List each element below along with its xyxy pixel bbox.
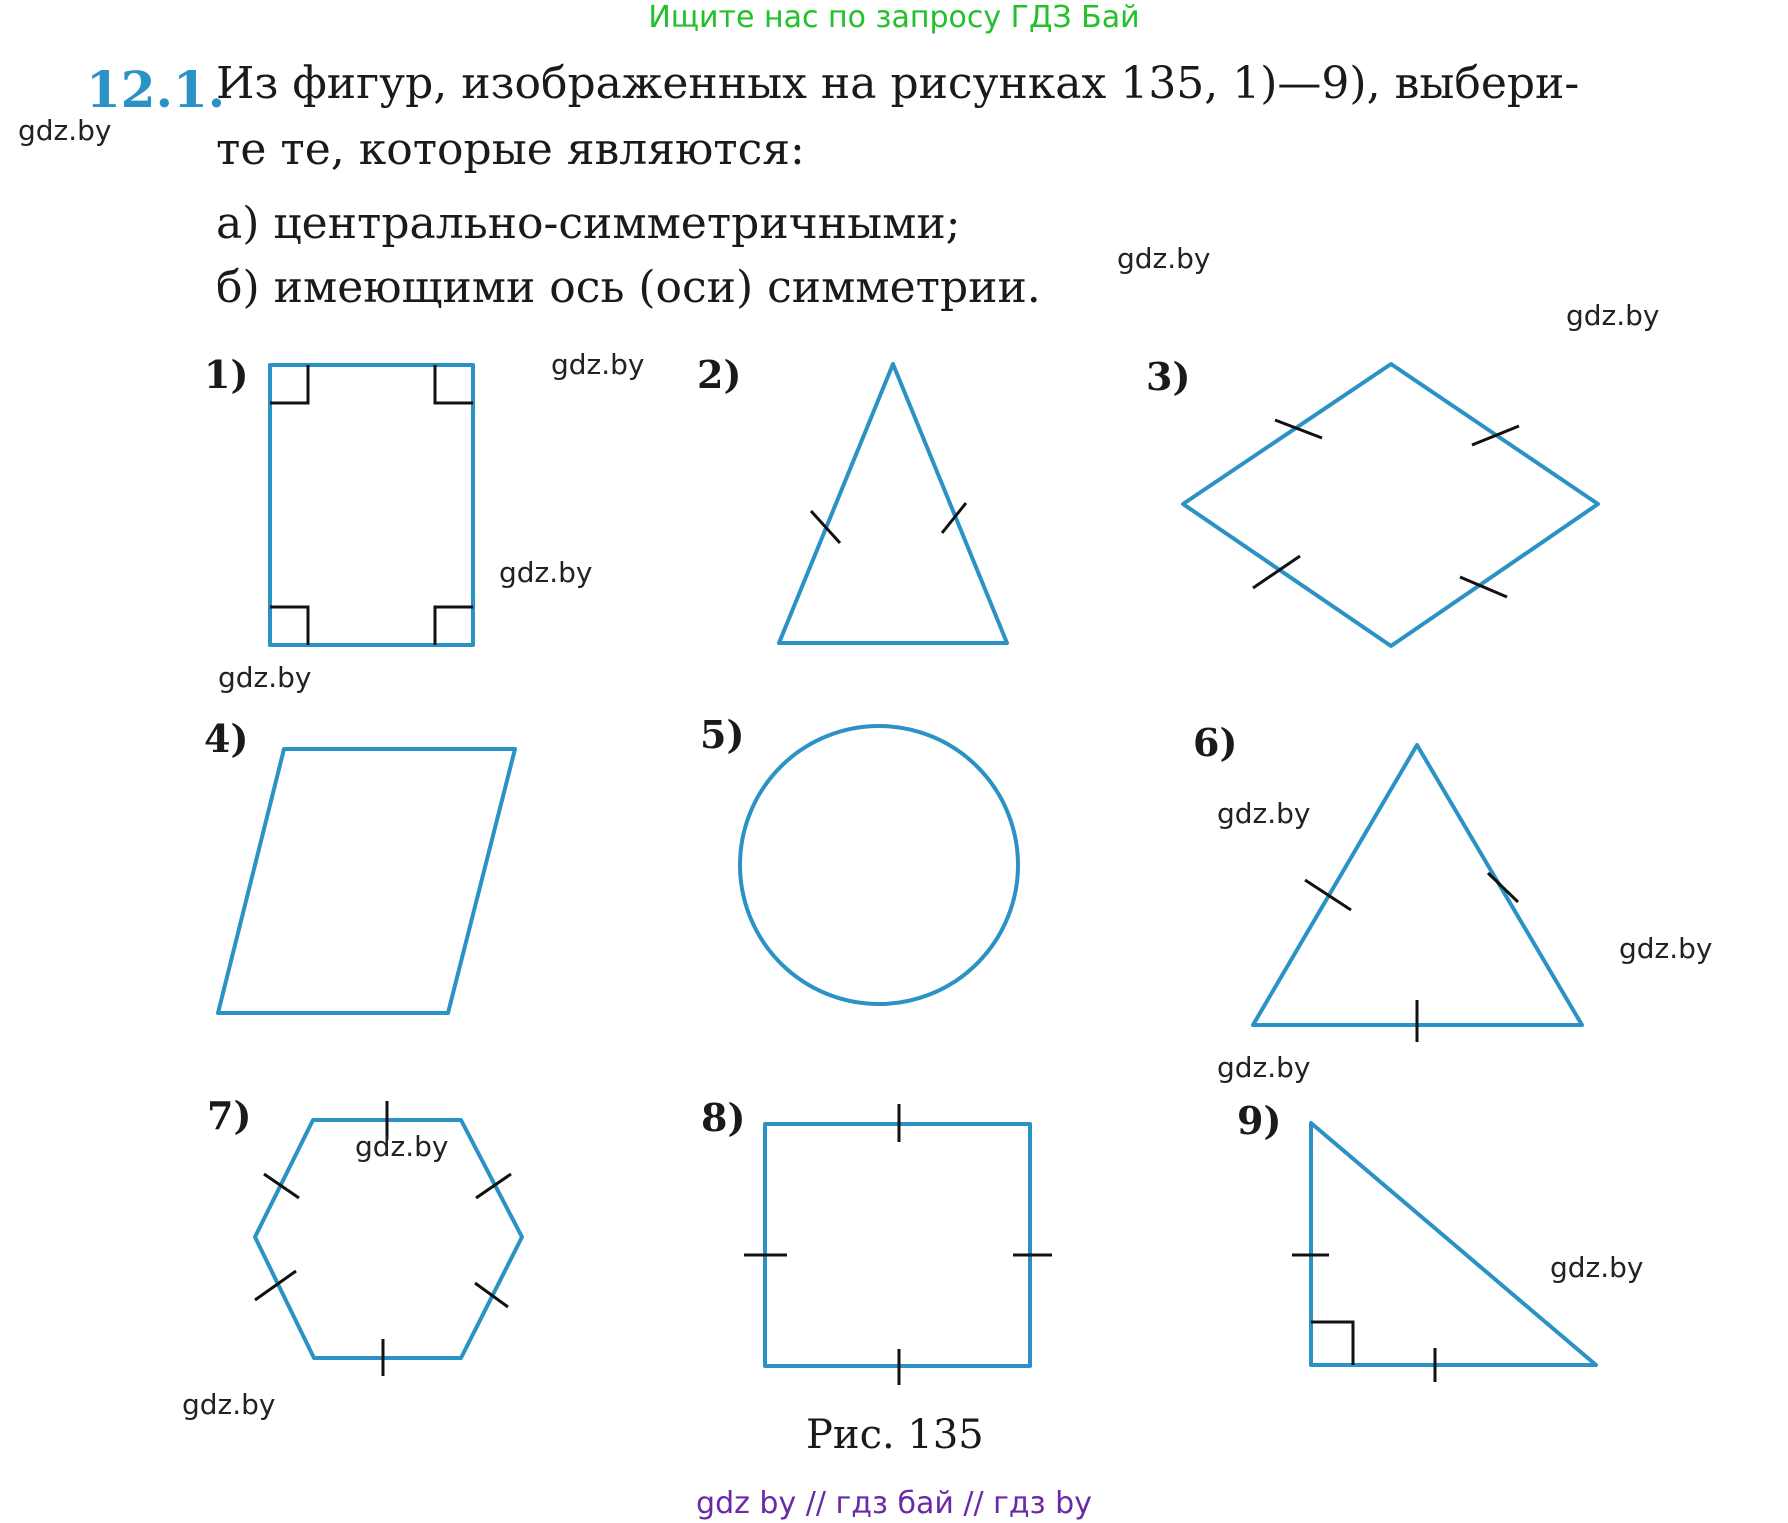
right-angle-mark [435,607,473,645]
figure-label-7: 7) [207,1093,252,1138]
watermark: gdz.by [1217,797,1311,830]
watermark: gdz.by [1619,932,1713,965]
equal-side-tick [1472,426,1519,445]
rhombus-shape [1183,364,1598,646]
watermark: gdz.by [499,556,593,589]
figure-label-4: 4) [204,716,249,761]
equal-side-tick [264,1174,299,1198]
watermark: gdz.by [218,661,312,694]
right-angle-mark [1311,1322,1353,1365]
figure-label-8: 8) [701,1095,746,1140]
watermark: gdz.by [182,1388,276,1421]
equal-side-tick [476,1174,511,1198]
figure-label-3: 3) [1146,354,1191,399]
parallelogram-shape [218,749,515,1013]
watermark: gdz.by [18,114,112,147]
problem-text-line-2: те те, которые являются: [216,124,805,175]
top-search-banner[interactable]: Ищите нас по запросу ГДЗ Бай [648,0,1140,35]
figure-5-circle [740,726,1018,1004]
equal-side-tick [942,503,966,533]
figure-3-rhombus [1183,364,1598,646]
square-shape [765,1124,1030,1366]
right-angle-mark [270,365,308,403]
watermark: gdz.by [1566,299,1660,332]
watermark: gdz.by [1217,1051,1311,1084]
equal-side-tick [811,511,840,543]
rectangle-shape [270,365,473,645]
figure-label-9: 9) [1237,1098,1282,1143]
figure-caption: Рис. 135 [806,1412,984,1458]
triangle-shape [779,364,1007,643]
figure-label-6: 6) [1193,720,1238,765]
problem-number: 12.1. [86,60,226,119]
right-angle-mark [435,365,473,403]
problem-item-b: б) имеющими ось (оси) симметрии. [216,262,1041,313]
figure-label-1: 1) [204,352,249,397]
watermark: gdz.by [1550,1251,1644,1284]
circle-shape [740,726,1018,1004]
watermark: gdz.by [551,348,645,381]
figure-2-isosceles-triangle [779,364,1007,643]
figure-label-5: 5) [700,712,745,757]
right-angle-mark [270,607,308,645]
watermark: gdz.by [1117,242,1211,275]
figure-label-2: 2) [697,352,742,397]
equal-side-tick [1253,556,1300,588]
equal-side-tick [1488,873,1518,902]
figure-1-rectangle [270,365,473,645]
figure-8-square [744,1104,1052,1385]
watermark: gdz.by [355,1130,449,1163]
problem-item-a: а) центрально-симметричными; [216,198,961,249]
problem-text-line-1: Из фигур, изображенных на рисунках 135, 1)—9), выбери- [216,58,1580,109]
figure-4-parallelogram [218,749,515,1013]
triangle-shape [1253,745,1582,1025]
footer-links[interactable]: gdz by // гдз бай // гдз by [696,1486,1092,1521]
equal-side-tick [1305,880,1351,910]
equal-side-tick [475,1283,508,1307]
figure-6-equilateral-triangle [1253,745,1582,1042]
